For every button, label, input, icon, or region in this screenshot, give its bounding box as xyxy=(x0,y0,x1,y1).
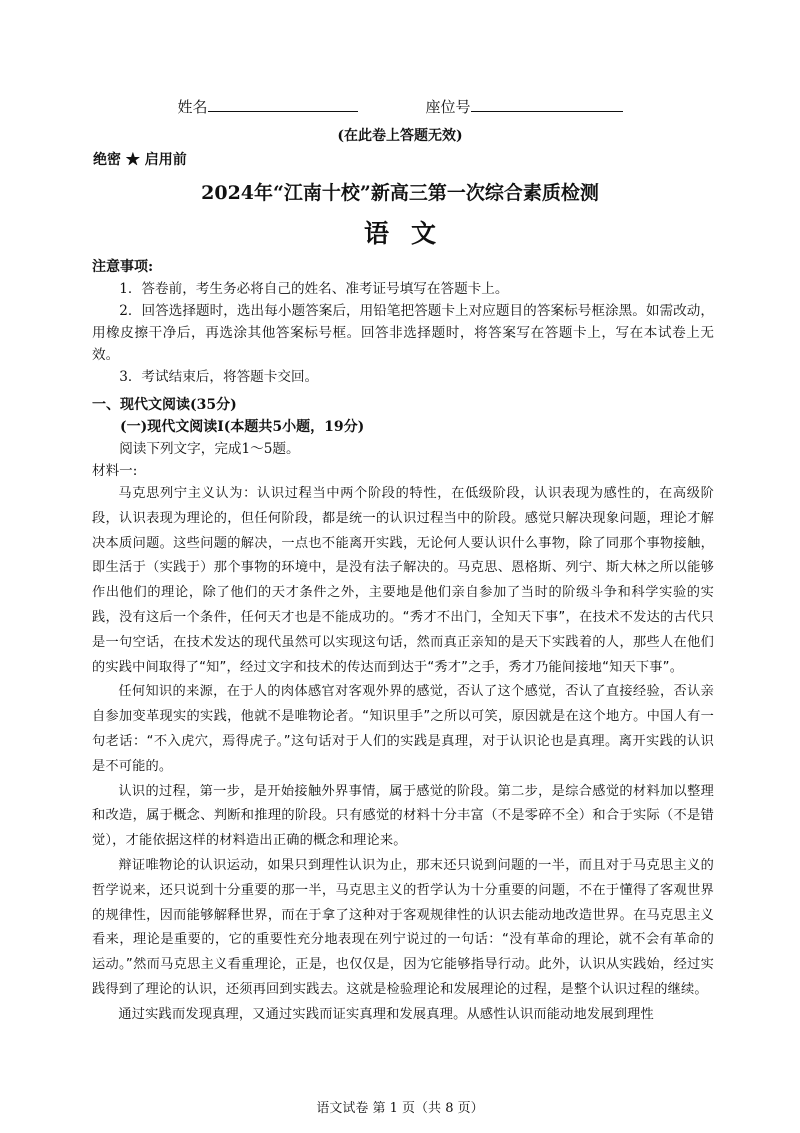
instruction-item: 3．考试结束后，将答题卡交回。 xyxy=(119,369,319,385)
subject-title: 语文 xyxy=(363,219,458,248)
confidential-mark: 绝密 ★ 启用前 xyxy=(93,152,187,168)
page-footer: 语文试卷 第 1 页（共 8 页） xyxy=(316,1101,484,1116)
subsection-title: (一)现代文阅读Ⅰ(本题共5小题，19分) xyxy=(120,419,365,435)
material-paragraph: 辩证唯物论的认识运动，如果只到理性认识为止，那末还只说到问题的一半，而且对于马克思主义的哲学说来，还只说到十分重要的那一半，马克思主义的哲学认为十分重要的问题，不在于懂得了客观世界的规律性，因而能够解释世界，而在于拿了这种对于客观规律性的认识去能动地改造世界。在马克思主义看来，理论是重要的，它的重要性充分地表现在列宁说过的一句话：“没有革命的理论，就不会有革命的运动。”然而马克思主义看重理论，正是，也仅仅是，因为它能够指导行动。此外，认识从实践始，经过实践得到了理论的认识，还须再回到实践去。这就是检验理论和发展理论的过程，是整个认识过程的继续。 xyxy=(92,857,714,997)
candidate-info-line xyxy=(0,96,800,117)
instruction-item: 2．回答选择题时，选出每小题答案后，用铅笔把答题卡上对应题目的答案标号框涂黑。如需改动，用橡皮擦干净后，再选涂其他答案标号框。回答非选择题时，将答案写在答题卡上，写在本试卷上无效。 xyxy=(92,303,714,363)
seat-label: 座位号 xyxy=(425,98,471,116)
name-blank xyxy=(208,97,358,112)
instruction-item: 1．答卷前，考生务必将自己的姓名、准考证号填写在答题卡上。 xyxy=(119,281,509,297)
exam-content xyxy=(92,256,714,1028)
exam-title: 2024年“江南十校”新高三第一次综合素质检测 xyxy=(201,182,599,204)
name-label: 姓名 xyxy=(177,98,208,116)
material-paragraph: 马克思列宁主义认为：认识过程当中两个阶段的特性，在低级阶段，认识表现为感性的，在高级阶段，认识表现为理论的，但任何阶段，都是统一的认识过程当中的阶段。感觉只解决现象问题，理论才解决本质问题。这些问题的解决，一点也不能离开实践，无论何人要认识什么事物，除了同那个事物接触，即生活于（实践于）那个事物的环境中，是没有法子解决的。马克思、恩格斯、列宁、斯大林之所以能够作出他们的理论，除了他们的天才条件之外，主要地是他们亲自参加了当时的阶级斗争和科学实验的实践，没有这后一个条件，任何天才也是不能成功的。“秀才不出门，全知天下事”，在技术不发达的古代只是一句空话，在技术发达的现代虽然可以实现这句话，然而真正亲知的是天下实践着的人，那些人在他们的实践中间取得了“知”，经过文字和技术的传达而到达于“秀才”之手，秀才乃能间接地“知天下事”。 xyxy=(92,486,714,675)
invalid-answer-notice: (在此卷上答题无效) xyxy=(337,128,463,144)
seat-blank xyxy=(471,97,623,112)
material-paragraph: 通过实践而发现真理，又通过实践而证实真理和发展真理。从感性认识而能动地发展到理性 xyxy=(118,1006,654,1022)
instructions-heading: 注意事项: xyxy=(92,259,154,275)
reading-direction: 阅读下列文字，完成1～5题。 xyxy=(119,441,300,457)
section-title: 一、现代文阅读(35分) xyxy=(92,397,237,413)
material-label: 材料一: xyxy=(92,463,138,479)
material-paragraph: 认识的过程，第一步，是开始接触外界事情，属于感觉的阶段。第二步，是综合感觉的材料加以整理和改造，属于概念、判断和推理的阶段。只有感觉的材料十分丰富（不是零碎不全）和合于实际（不是错觉），才能依据这样的材料造出正确的概念和理论来。 xyxy=(92,783,714,849)
material-paragraph: 任何知识的来源，在于人的肉体感官对客观外界的感觉，否认了这个感觉，否认了直接经验，否认亲自参加变革现实的实践，他就不是唯物论者。“知识里手”之所以可笑，原因就是在这个地方。中国人有一句老话：“不入虎穴，焉得虎子。”这句话对于人们的实践是真理，对于认识论也是真理。离开实践的认识是不可能的。 xyxy=(92,684,714,774)
